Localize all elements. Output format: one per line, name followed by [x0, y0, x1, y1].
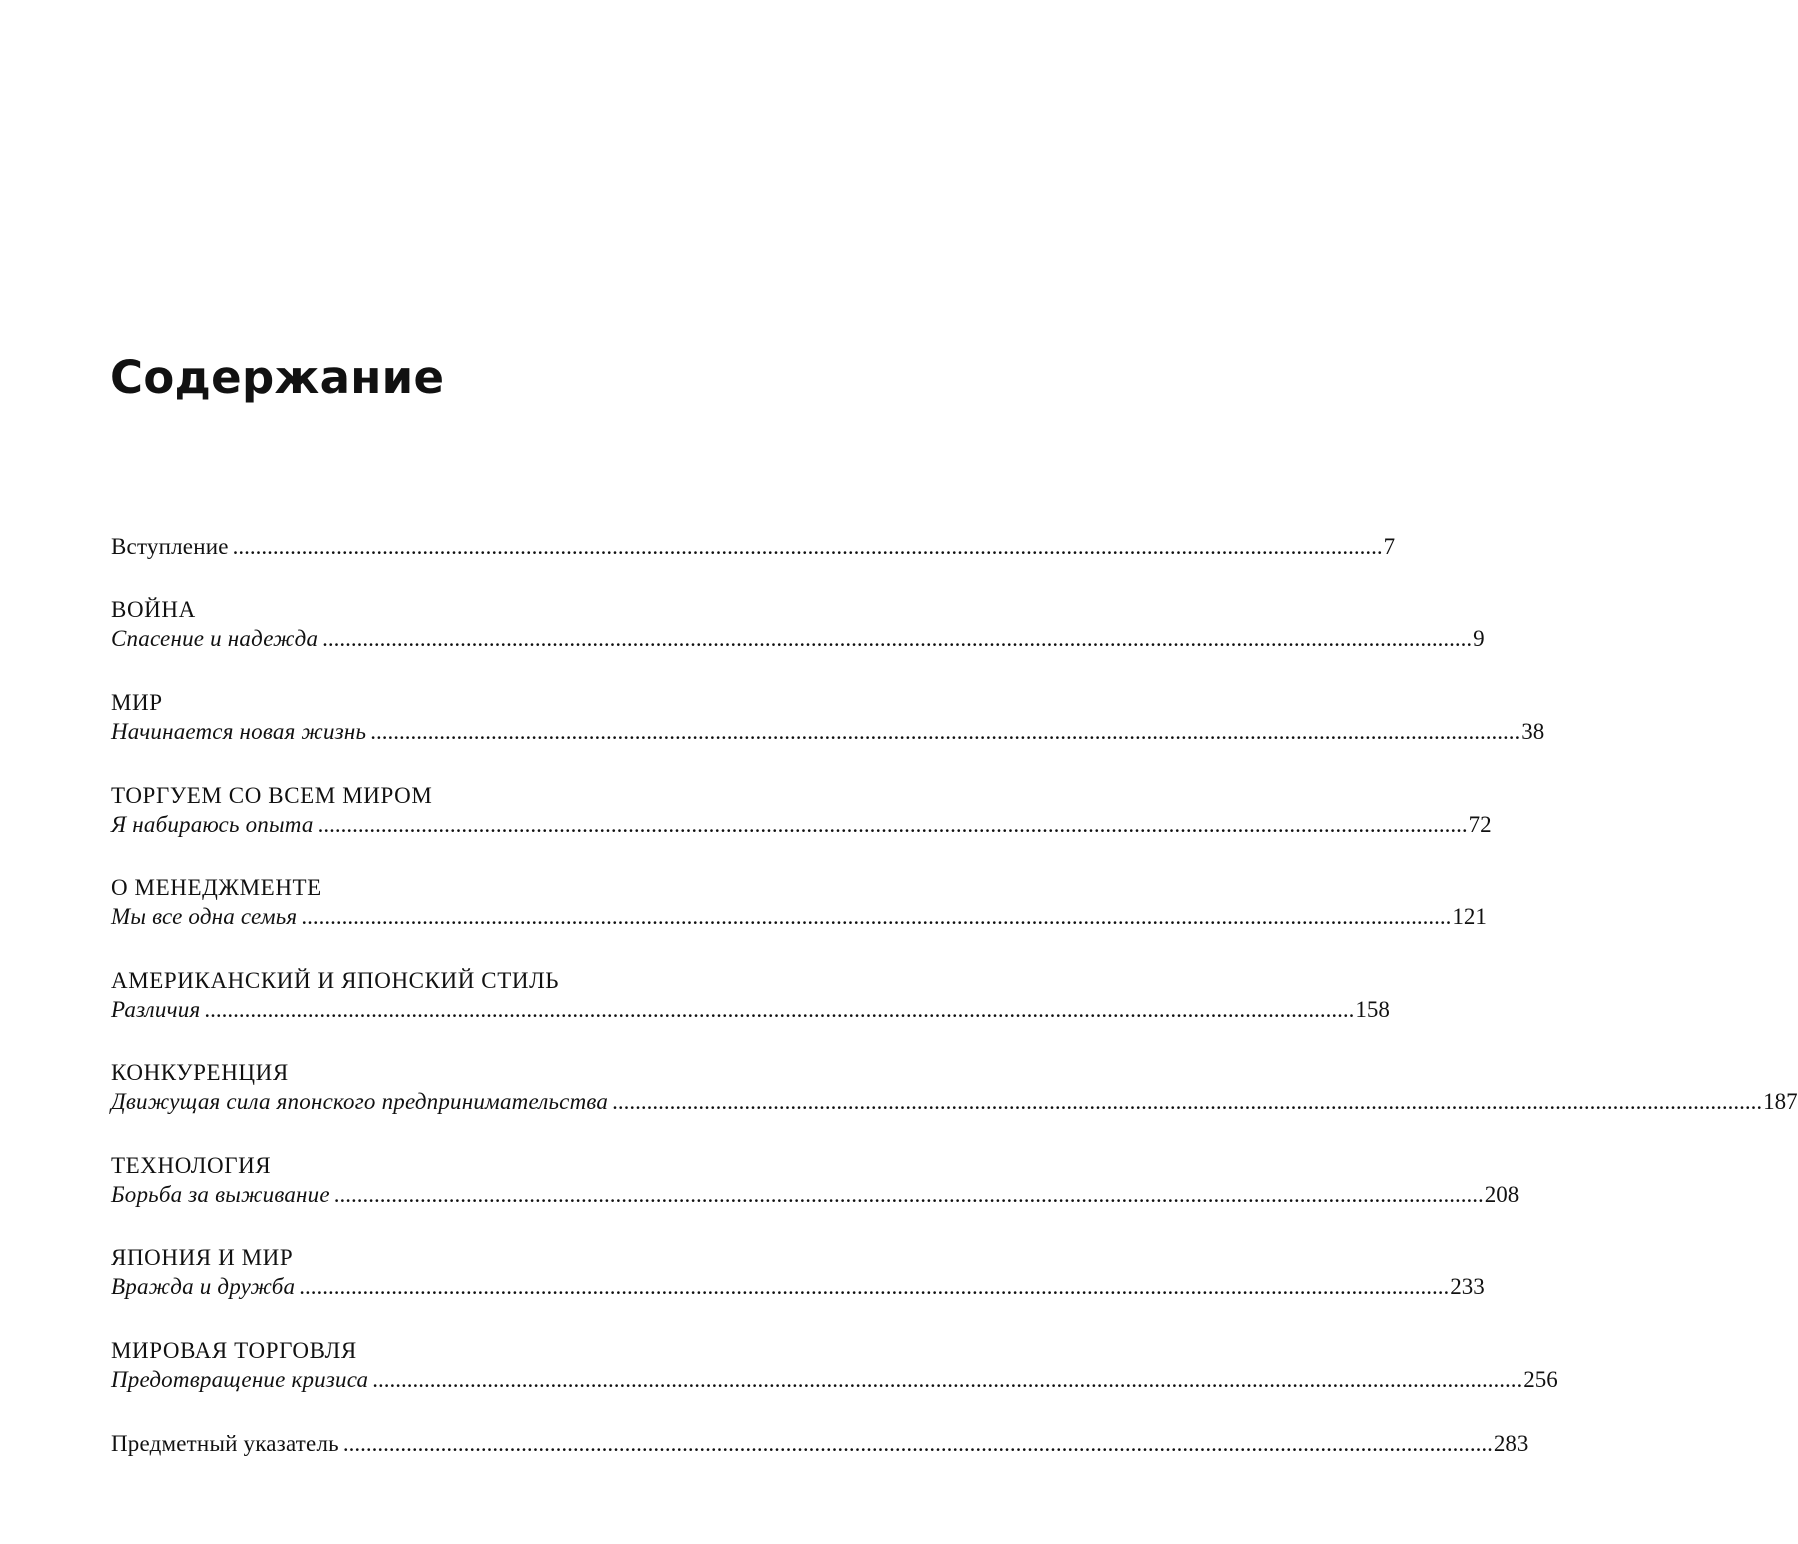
dot-leader: ........................................................................................................................................................................................................	[232, 534, 1383, 559]
dot-leader: ........................................................................................................................................................................................................	[322, 626, 1473, 651]
toc-page-number: 208	[1484, 1182, 1520, 1207]
dot-leader: ........................................................................................................................................................................................................	[333, 1182, 1484, 1207]
dot-leader: ........................................................................................................................................................................................................	[372, 1367, 1523, 1392]
dot-leader: ........................................................................................................................................................................................................	[299, 1274, 1450, 1299]
toc-page-number: 72	[1468, 812, 1492, 837]
toc-entry[interactable]	[111, 1272, 1485, 1302]
toc-entry-label: Различия	[111, 997, 201, 1022]
dot-leader: ........................................................................................................................................................................................................	[301, 904, 1452, 929]
toc-entry[interactable]	[111, 624, 1485, 654]
toc-page-number: 256	[1523, 1367, 1558, 1392]
toc-page-number: 158	[1355, 997, 1390, 1022]
toc-entry[interactable]	[111, 1365, 1558, 1395]
toc-entry-label: Мы все одна семья	[111, 904, 298, 929]
toc-entry[interactable]	[111, 995, 1390, 1025]
toc-entry-label: Я набираюсь опыта	[111, 812, 314, 837]
section-heading: МИРОВАЯ ТОРГОВЛЯ	[111, 1338, 357, 1363]
toc-entry-label: Вступление	[111, 534, 229, 559]
toc-entry-label: Предотвращение кризиса	[111, 1367, 369, 1392]
section-heading: АМЕРИКАНСКИЙ И ЯПОНСКИЙ СТИЛЬ	[111, 968, 560, 993]
section-heading: МИР	[111, 690, 163, 715]
toc-entry-label: Движущая сила японского предпринимательства	[111, 1089, 609, 1114]
toc-page-number: 38	[1521, 719, 1545, 744]
toc-entry-label: Предметный указатель	[111, 1431, 339, 1456]
toc-entry-label: Вражда и дружба	[111, 1274, 296, 1299]
toc-page-number: 283	[1493, 1431, 1529, 1456]
section-heading: О МЕНЕДЖМЕНТЕ	[111, 875, 322, 900]
section-heading: ВОЙНА	[111, 597, 196, 622]
section-heading: ТЕХНОЛОГИЯ	[111, 1153, 272, 1178]
toc-entry[interactable]	[111, 810, 1492, 840]
toc-entry[interactable]	[111, 902, 1487, 932]
toc-entry[interactable]	[111, 1180, 1520, 1210]
dot-leader: ........................................................................................................................................................................................................	[370, 719, 1521, 744]
toc-page-number: 187	[1763, 1089, 1798, 1114]
section-heading: ЯПОНИЯ И МИР	[111, 1245, 294, 1270]
dot-leader: ........................................................................................................................................................................................................	[317, 812, 1468, 837]
toc-page-number: 7	[1383, 534, 1396, 559]
dot-leader: ........................................................................................................................................................................................................	[204, 997, 1355, 1022]
toc-entry[interactable]	[111, 717, 1545, 747]
toc-entry[interactable]	[111, 1087, 1798, 1117]
toc-entry-label: Борьба за выживание	[111, 1182, 330, 1207]
section-heading: ТОРГУЕМ СО ВСЕМ МИРОМ	[111, 783, 433, 808]
dot-leader: ........................................................................................................................................................................................................	[612, 1089, 1763, 1114]
toc-entry-label: Спасение и надежда	[111, 626, 319, 651]
toc-page-number: 9	[1473, 626, 1485, 651]
toc-entry-index[interactable]	[111, 1429, 1529, 1459]
toc-entry-intro[interactable]	[111, 532, 1396, 562]
dot-leader: ........................................................................................................................................................................................................	[342, 1431, 1493, 1456]
toc-page-number: 121	[1452, 904, 1487, 929]
section-heading: КОНКУРЕНЦИЯ	[111, 1060, 289, 1085]
toc-page-number: 233	[1450, 1274, 1485, 1299]
page-title: Содержание	[110, 351, 445, 404]
toc-entry-label: Начинается новая жизнь	[111, 719, 367, 744]
